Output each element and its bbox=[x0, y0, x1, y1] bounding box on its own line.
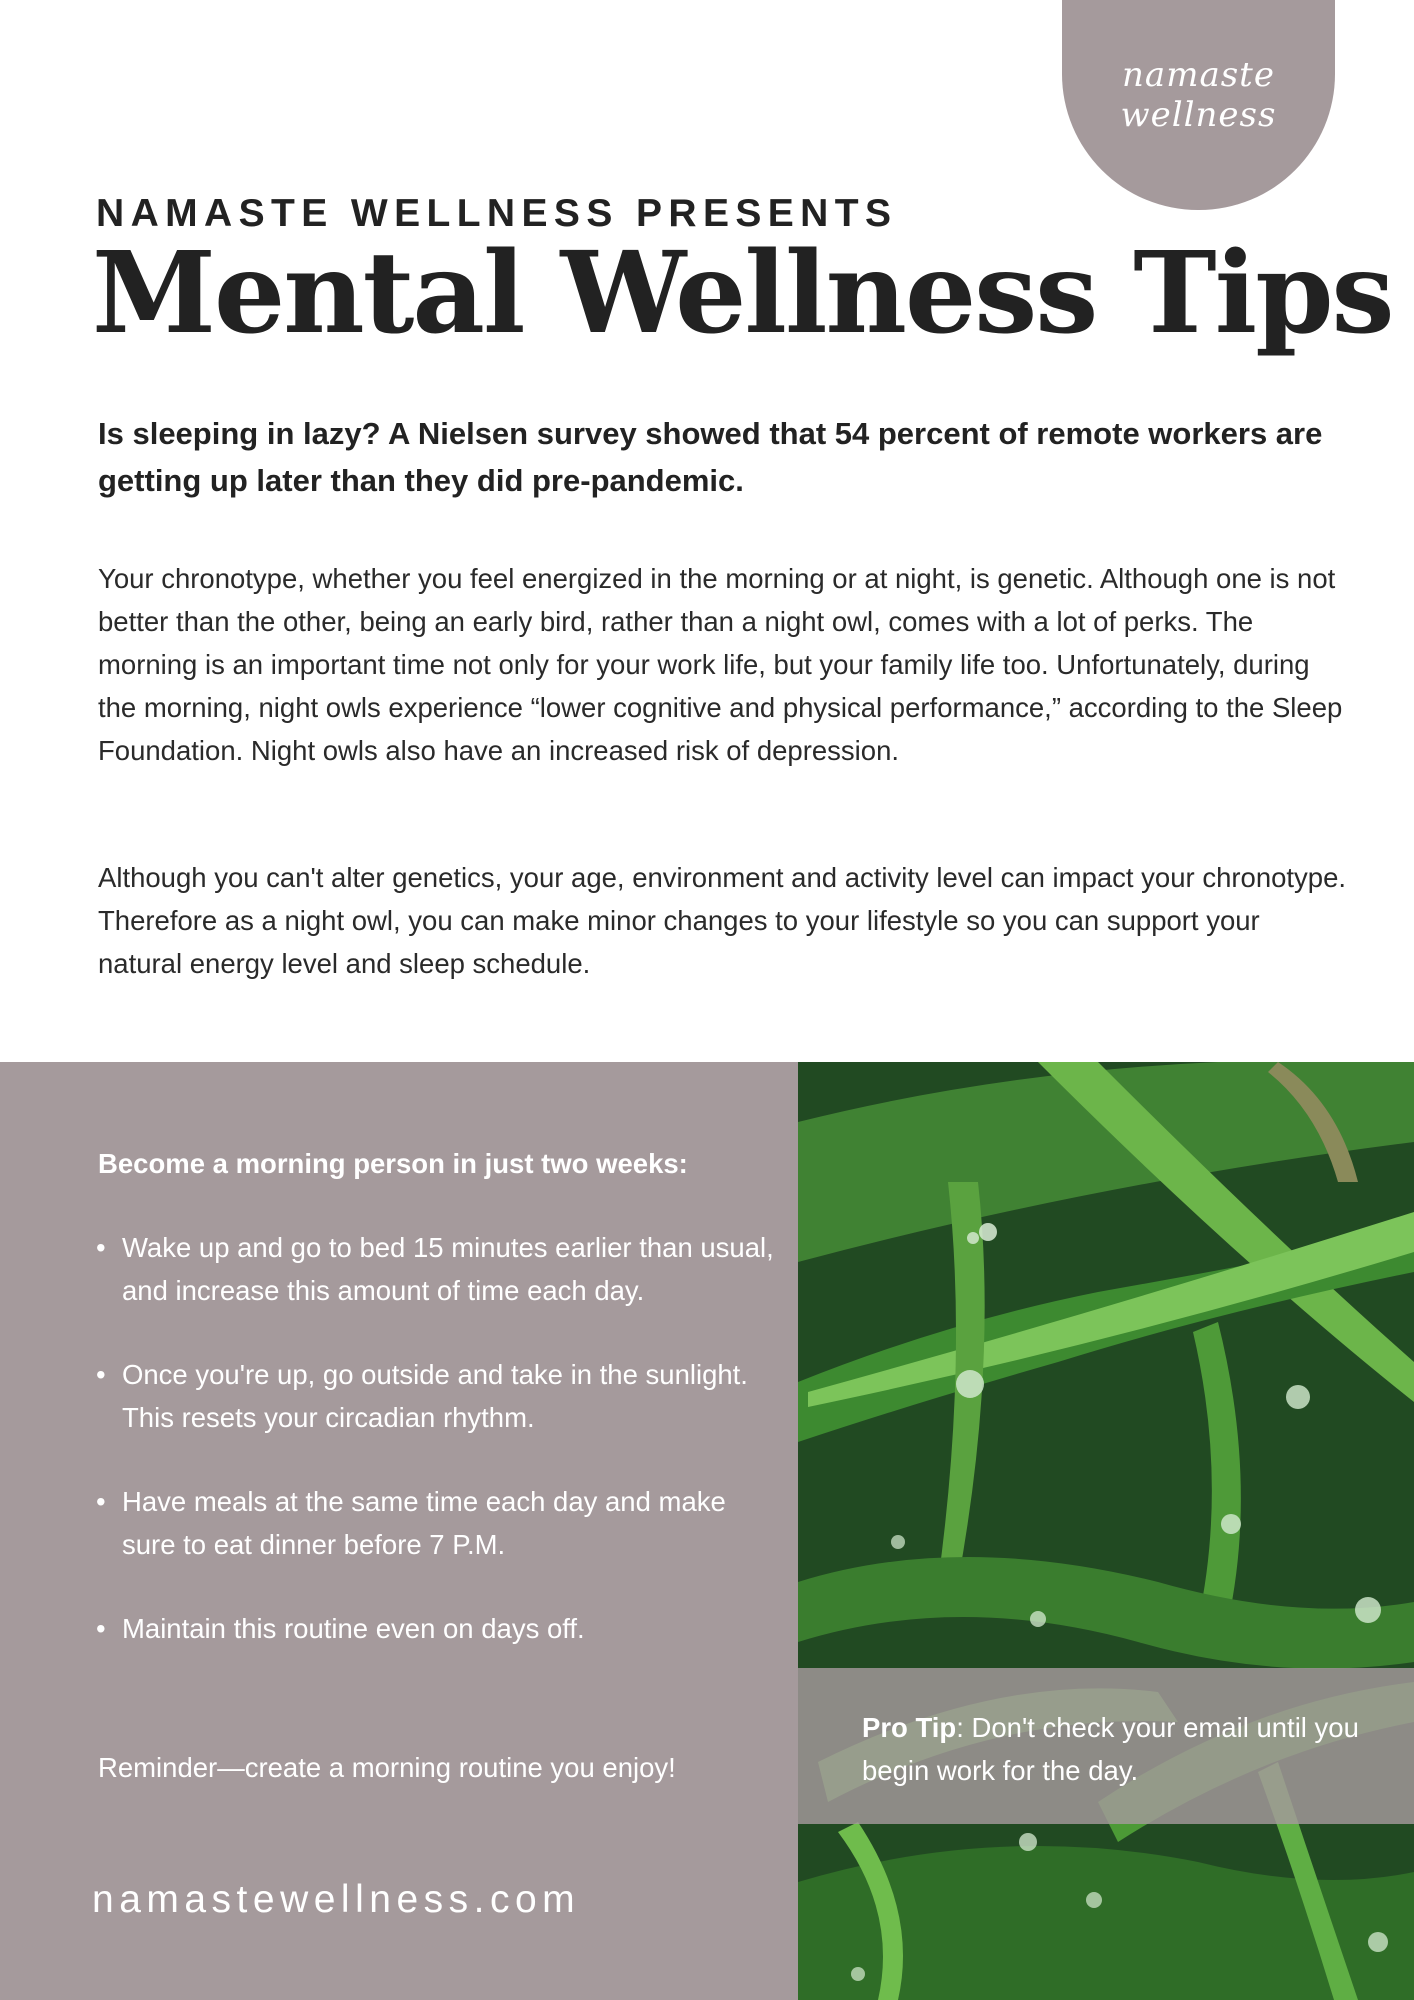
list-item: • Maintain this routine even on days off. bbox=[122, 1607, 782, 1650]
pro-tip-text bbox=[862, 1706, 1382, 1792]
tips-list bbox=[92, 1226, 782, 1691]
tips-heading: Become a morning person in just two weeks: bbox=[98, 1148, 688, 1179]
lead-paragraph: Is sleeping in lazy? A Nielsen survey showed that 54 percent of remote workers are getting up later than they did pre-pandemic. bbox=[98, 416, 1323, 498]
presents-heading: NAMASTE WELLNESS PRESENTS bbox=[96, 192, 898, 235]
list-item: • Once you're up, go outside and take in the sunlight. This resets your circadian rhythm. bbox=[122, 1353, 782, 1439]
list-item: • Have meals at the same time each day and make sure to eat dinner before 7 P.M. bbox=[122, 1480, 782, 1566]
grass-dew-photo bbox=[798, 1062, 1414, 2000]
logo-text-wellness: wellness bbox=[1120, 95, 1277, 135]
body-paragraph-2: Although you can't alter genetics, your age, environment and activity level can impact your chronotype. Therefore as a night owl, you can make minor changes to your lifestyle so you can support your natural energy level and sleep schedule. bbox=[98, 862, 1347, 979]
logo-badge bbox=[1062, 0, 1335, 210]
grass-illustration bbox=[798, 1062, 1414, 2000]
body-paragraph-1: Your chronotype, whether you feel energized in the morning or at night, is genetic. Although one is not better than the other, being an early bird, rather than a night owl, comes with a lot of perks. The morning is an important time not only for your work life, but your family life too. Unfortunately, during the morning, night owls experience “lower cognitive and physical performance,” according to the Sleep Foundation. Night owls also have an increased risk of depression. bbox=[98, 563, 1343, 766]
page-title: Mental Wellness Tips bbox=[92, 228, 1393, 359]
pro-tip-label: Pro Tip bbox=[862, 1712, 957, 1743]
reminder-text: Reminder—create a morning routine you enjoy! bbox=[98, 1752, 676, 1783]
website-link[interactable]: namastewellness.com bbox=[92, 1878, 581, 1921]
pro-tip-callout bbox=[798, 1668, 1414, 1824]
list-item: • Wake up and go to bed 15 minutes earlier than usual, and increase this amount of time each day. bbox=[122, 1226, 782, 1312]
logo-text-namaste: namaste bbox=[1122, 55, 1275, 95]
pro-tip-body: : Don't check your email until you begin work for the day. bbox=[862, 1712, 1359, 1786]
